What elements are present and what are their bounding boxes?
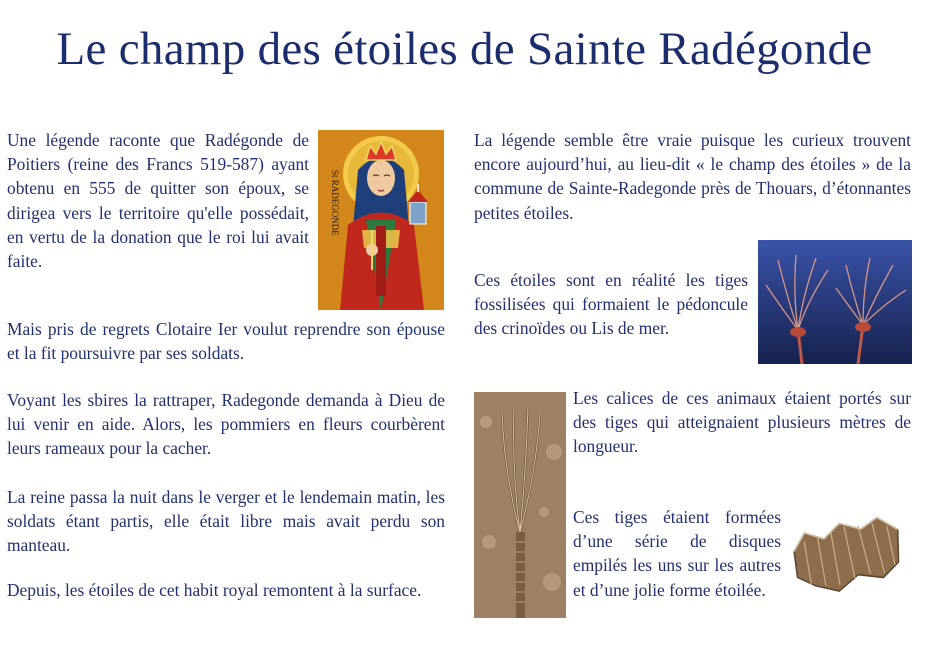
right-paragraph-1: La légende semble être vraie puisque les curieux trouvent encore aujourd’hui, au lieu-dit « le champ des étoiles » de la commune de Sainte-Radegonde près de Thouars, d’étonnantes petites étoiles. bbox=[474, 130, 911, 223]
right-paragraph-2: Ces étoiles sont en réalité les tiges fossilisées qui formaient le pédoncule des crinoïdes ou Lis de mer. bbox=[474, 270, 748, 339]
crinoid-sea-lily-image bbox=[758, 240, 912, 364]
left-paragraph-3: Voyant les sbires la rattraper, Radegonde demanda à Dieu de lui venir en aide. Alors, les pommiers en fleurs courbèrent leurs rameaux pour la cacher. bbox=[7, 390, 445, 459]
crinoid-fossil-image bbox=[474, 392, 566, 618]
right-paragraph-4: Ces tiges étaient formées d’une série de disques empilés les uns sur les autres et d’une jolie forme étoilée. bbox=[573, 507, 781, 600]
left-paragraph-5: Depuis, les étoiles de cet habit royal remontent à la surface. bbox=[7, 580, 422, 600]
saint-radegonde-icon-image bbox=[318, 130, 444, 310]
page-title: Le champ des étoiles de Sainte Radégonde bbox=[56, 23, 873, 75]
stem-disc-fossil-image bbox=[788, 510, 912, 600]
left-paragraph-4: La reine passa la nuit dans le verger et le lendemain matin, les soldats étant partis, elle était libre mais avait perdu son manteau. bbox=[7, 487, 445, 556]
right-paragraph-3: Les calices de ces animaux étaient portés sur des tiges qui atteignaient plusieurs mètres de longueur. bbox=[573, 388, 911, 457]
icon-inscription: St RADEGONDE bbox=[330, 170, 340, 236]
left-paragraph-1: Une légende raconte que Radégonde de Poitiers (reine des Francs 519-587) ayant obtenu en 555 de quitter son époux, se dirigea vers le territoire qu'elle possédait, en vertu de la donation que le roi lui avait faite. bbox=[7, 130, 309, 272]
left-paragraph-2: Mais pris de regrets Clotaire Ier voulut reprendre son épouse et la fit poursuivre par ses soldats. bbox=[7, 319, 445, 364]
